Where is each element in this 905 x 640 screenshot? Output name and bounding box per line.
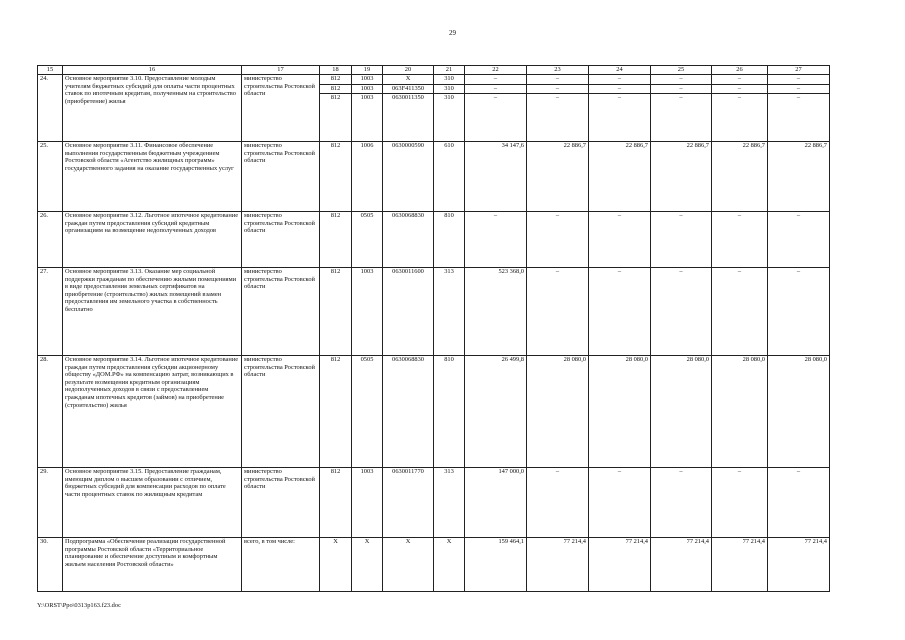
executor-cell: министерство строительства Ростовской области	[242, 356, 320, 468]
amount-subrow: –	[737, 75, 742, 82]
code-subrow: X	[405, 75, 411, 82]
column-header: 26	[712, 66, 768, 75]
column-header: 22	[465, 66, 527, 75]
executor-cell: министерство строительства Ростовской области	[242, 75, 320, 142]
code-cell-grbs: X	[320, 538, 352, 592]
column-header: 25	[651, 66, 712, 75]
amount-cell	[768, 75, 830, 142]
code-cell-grbs: 812	[320, 468, 352, 538]
amount-cell: 22 886,7	[651, 142, 712, 212]
amount-cell: –	[527, 212, 589, 268]
measure-name-cell: Основное мероприятие 3.10. Предоставление молодым учителям бюджетных субсидий для оплаты части процентных ставок по ипотечным кредитам, полученным на строительство (приобретение) жилья	[63, 75, 242, 142]
row-number-cell: 24.	[38, 75, 63, 142]
amount-cell: 77 214,4	[712, 538, 768, 592]
budget-table	[37, 65, 830, 592]
code-subrow: 310	[434, 84, 464, 94]
amount-cell: –	[589, 212, 651, 268]
amount-subrow: –	[589, 93, 650, 103]
code-subrow: 310	[444, 75, 454, 82]
row-number-cell: 25.	[38, 142, 63, 212]
table-row	[38, 356, 830, 468]
amount-cell: 22 886,7	[768, 142, 830, 212]
column-header: 24	[589, 66, 651, 75]
amount-cell: 77 214,4	[768, 538, 830, 592]
measure-name-cell: Основное мероприятие 3.15. Предоставление гражданам, имеющим диплом о высшем образовании с отличием, бюджетных субсидий для компенсации расходов по оплате части процентных ставок по жилищным кредитам	[63, 468, 242, 538]
code-cell-vr: 810	[434, 356, 465, 468]
amount-cell: 28 080,0	[651, 356, 712, 468]
amount-subrow: –	[712, 93, 767, 103]
amount-cell: 77 214,4	[651, 538, 712, 592]
amount-cell: 147 000,0	[465, 468, 527, 538]
amount-cell: –	[712, 268, 768, 356]
amount-cell: –	[527, 468, 589, 538]
column-header: 27	[768, 66, 830, 75]
executor-cell: министерство строительства Ростовской области	[242, 142, 320, 212]
code-subrow: 1003	[352, 93, 382, 103]
column-header: 20	[383, 66, 434, 75]
code-cell-vr: 313	[434, 468, 465, 538]
code-cell-rzpr: X	[352, 538, 383, 592]
amount-cell: 22 886,7	[527, 142, 589, 212]
amount-cell: 22 886,7	[712, 142, 768, 212]
code-cell-rzpr: 0505	[352, 356, 383, 468]
code-subrow: 0630011350	[383, 93, 433, 103]
code-cell-rzpr: 1003	[352, 268, 383, 356]
amount-subrow: –	[527, 93, 588, 103]
table-row	[38, 75, 830, 142]
amount-cell: –	[465, 212, 527, 268]
amount-subrow: –	[651, 93, 711, 103]
code-cell-grbs: 812	[320, 356, 352, 468]
amount-cell: –	[712, 468, 768, 538]
amount-cell: 77 214,4	[527, 538, 589, 592]
column-header: 15	[38, 66, 63, 75]
amount-subrow: –	[768, 84, 829, 94]
code-cell-csr: 0630068830	[383, 212, 434, 268]
code-subrow: 1003	[352, 84, 382, 94]
measure-name-cell: Основное мероприятие 3.12. Льготное ипотечное кредитование граждан путем предоставления субсидий кредитным организациям на возмещение недополученных доходов	[63, 212, 242, 268]
measure-name-cell: Подпрограмма «Обеспечение реализации государственной программы Ростовской области «Территориальное планирование и обеспечение доступным и комфортным жильем населения Ростовской области»	[63, 538, 242, 592]
column-header: 21	[434, 66, 465, 75]
amount-cell	[651, 75, 712, 142]
code-cell-grbs	[320, 75, 352, 142]
code-cell-grbs: 812	[320, 142, 352, 212]
code-subrow: 812	[320, 84, 351, 94]
header-row	[38, 66, 830, 75]
column-header: 18	[320, 66, 352, 75]
code-cell-csr: X	[383, 538, 434, 592]
table-row	[38, 268, 830, 356]
column-header: 19	[352, 66, 383, 75]
amount-cell: –	[651, 212, 712, 268]
code-cell-csr: 0630011600	[383, 268, 434, 356]
code-cell-grbs: 812	[320, 212, 352, 268]
code-cell-vr: 610	[434, 142, 465, 212]
column-header: 23	[527, 66, 589, 75]
amount-subrow: –	[555, 75, 560, 82]
amount-cell: 22 886,7	[589, 142, 651, 212]
amount-cell: 77 214,4	[589, 538, 651, 592]
measure-name-cell: Основное мероприятие 3.13. Оказание мер социальной поддержки гражданам по обеспечению жилыми помещениями в виде предоставления земельных сертификатов на приобретение (строительство) жилых помещений взамен предоставления им земельного участка в собственность бесплатно	[63, 268, 242, 356]
measure-name-cell: Основное мероприятие 3.14. Льготное ипотечное кредитование граждан путем предоставления субсидии акционерному обществу «ДОМ.РФ» на компенсацию затрат, возникающих в результате возмещения кредитным организациям недополученных доходов в связи с предоставлением гражданам ипотечных кредитов (займов) на приобретение (строительство) жилья	[63, 356, 242, 468]
code-cell-vr: 313	[434, 268, 465, 356]
amount-subrow: –	[617, 75, 622, 82]
executor-cell: министерство строительства Ростовской области	[242, 268, 320, 356]
code-subrow: 310	[434, 93, 464, 103]
amount-cell: 28 080,0	[527, 356, 589, 468]
table-row	[38, 468, 830, 538]
row-number-cell: 30.	[38, 538, 63, 592]
code-subrow: 812	[330, 75, 341, 82]
code-cell-csr: 0630068830	[383, 356, 434, 468]
code-cell-rzpr: 0505	[352, 212, 383, 268]
table-row	[38, 142, 830, 212]
table-row	[38, 212, 830, 268]
amount-cell: –	[651, 468, 712, 538]
amount-cell: –	[768, 468, 830, 538]
table-row	[38, 538, 830, 592]
row-number-cell: 29.	[38, 468, 63, 538]
amount-subrow: –	[712, 84, 767, 94]
amount-cell: –	[589, 268, 651, 356]
amount-subrow: –	[527, 84, 588, 94]
amount-cell	[527, 75, 589, 142]
code-cell-rzpr	[352, 75, 383, 142]
code-cell-csr: 0630011770	[383, 468, 434, 538]
executor-cell: министерство строительства Ростовской области	[242, 212, 320, 268]
amount-cell: 28 080,0	[589, 356, 651, 468]
amount-cell: 28 080,0	[712, 356, 768, 468]
amount-cell: 523 368,0	[465, 268, 527, 356]
amount-subrow: –	[679, 75, 683, 82]
amount-subrow: –	[768, 93, 829, 103]
amount-subrow: –	[493, 75, 498, 82]
amount-cell	[712, 75, 768, 142]
row-number-cell: 27.	[38, 268, 63, 356]
executor-cell: всего, в том числе:	[242, 538, 320, 592]
amount-cell	[589, 75, 651, 142]
code-subrow: 812	[320, 93, 351, 103]
code-subrow: 063F411350	[383, 84, 433, 94]
amount-cell: 159 464,1	[465, 538, 527, 592]
amount-subrow: –	[465, 84, 526, 94]
column-header: 16	[63, 66, 242, 75]
row-number-cell: 26.	[38, 212, 63, 268]
amount-subrow: –	[465, 93, 526, 103]
footer-file-path: Y:\ORST\Ppo\0313p163.f23.doc	[37, 602, 121, 609]
code-cell-vr: X	[434, 538, 465, 592]
amount-cell: –	[589, 468, 651, 538]
code-subrow: 1003	[360, 75, 374, 82]
amount-cell: –	[651, 268, 712, 356]
amount-subrow: –	[796, 75, 801, 82]
code-cell-csr: 0630000590	[383, 142, 434, 212]
code-cell-rzpr: 1006	[352, 142, 383, 212]
row-number-cell: 28.	[38, 356, 63, 468]
amount-subrow: –	[651, 84, 711, 94]
column-header: 17	[242, 66, 320, 75]
code-cell-rzpr: 1003	[352, 468, 383, 538]
code-cell-grbs: 812	[320, 268, 352, 356]
amount-cell: –	[768, 212, 830, 268]
code-cell-csr	[383, 75, 434, 142]
code-cell-vr: 810	[434, 212, 465, 268]
page-number: 29	[449, 29, 456, 37]
executor-cell: министерство строительства Ростовской области	[242, 468, 320, 538]
amount-cell: –	[712, 212, 768, 268]
amount-cell: 28 080,0	[768, 356, 830, 468]
amount-subrow: –	[589, 84, 650, 94]
amount-cell: –	[527, 268, 589, 356]
amount-cell: 26 499,8	[465, 356, 527, 468]
amount-cell	[465, 75, 527, 142]
measure-name-cell: Основное мероприятие 3.11. Финансовое обеспечение выполнения государственным бюджетным учреждением Ростовской области «Агентство жилищных программ» государственного задания на оказание государственных услуг	[63, 142, 242, 212]
code-cell-vr	[434, 75, 465, 142]
amount-cell: –	[768, 268, 830, 356]
amount-cell: 34 147,6	[465, 142, 527, 212]
